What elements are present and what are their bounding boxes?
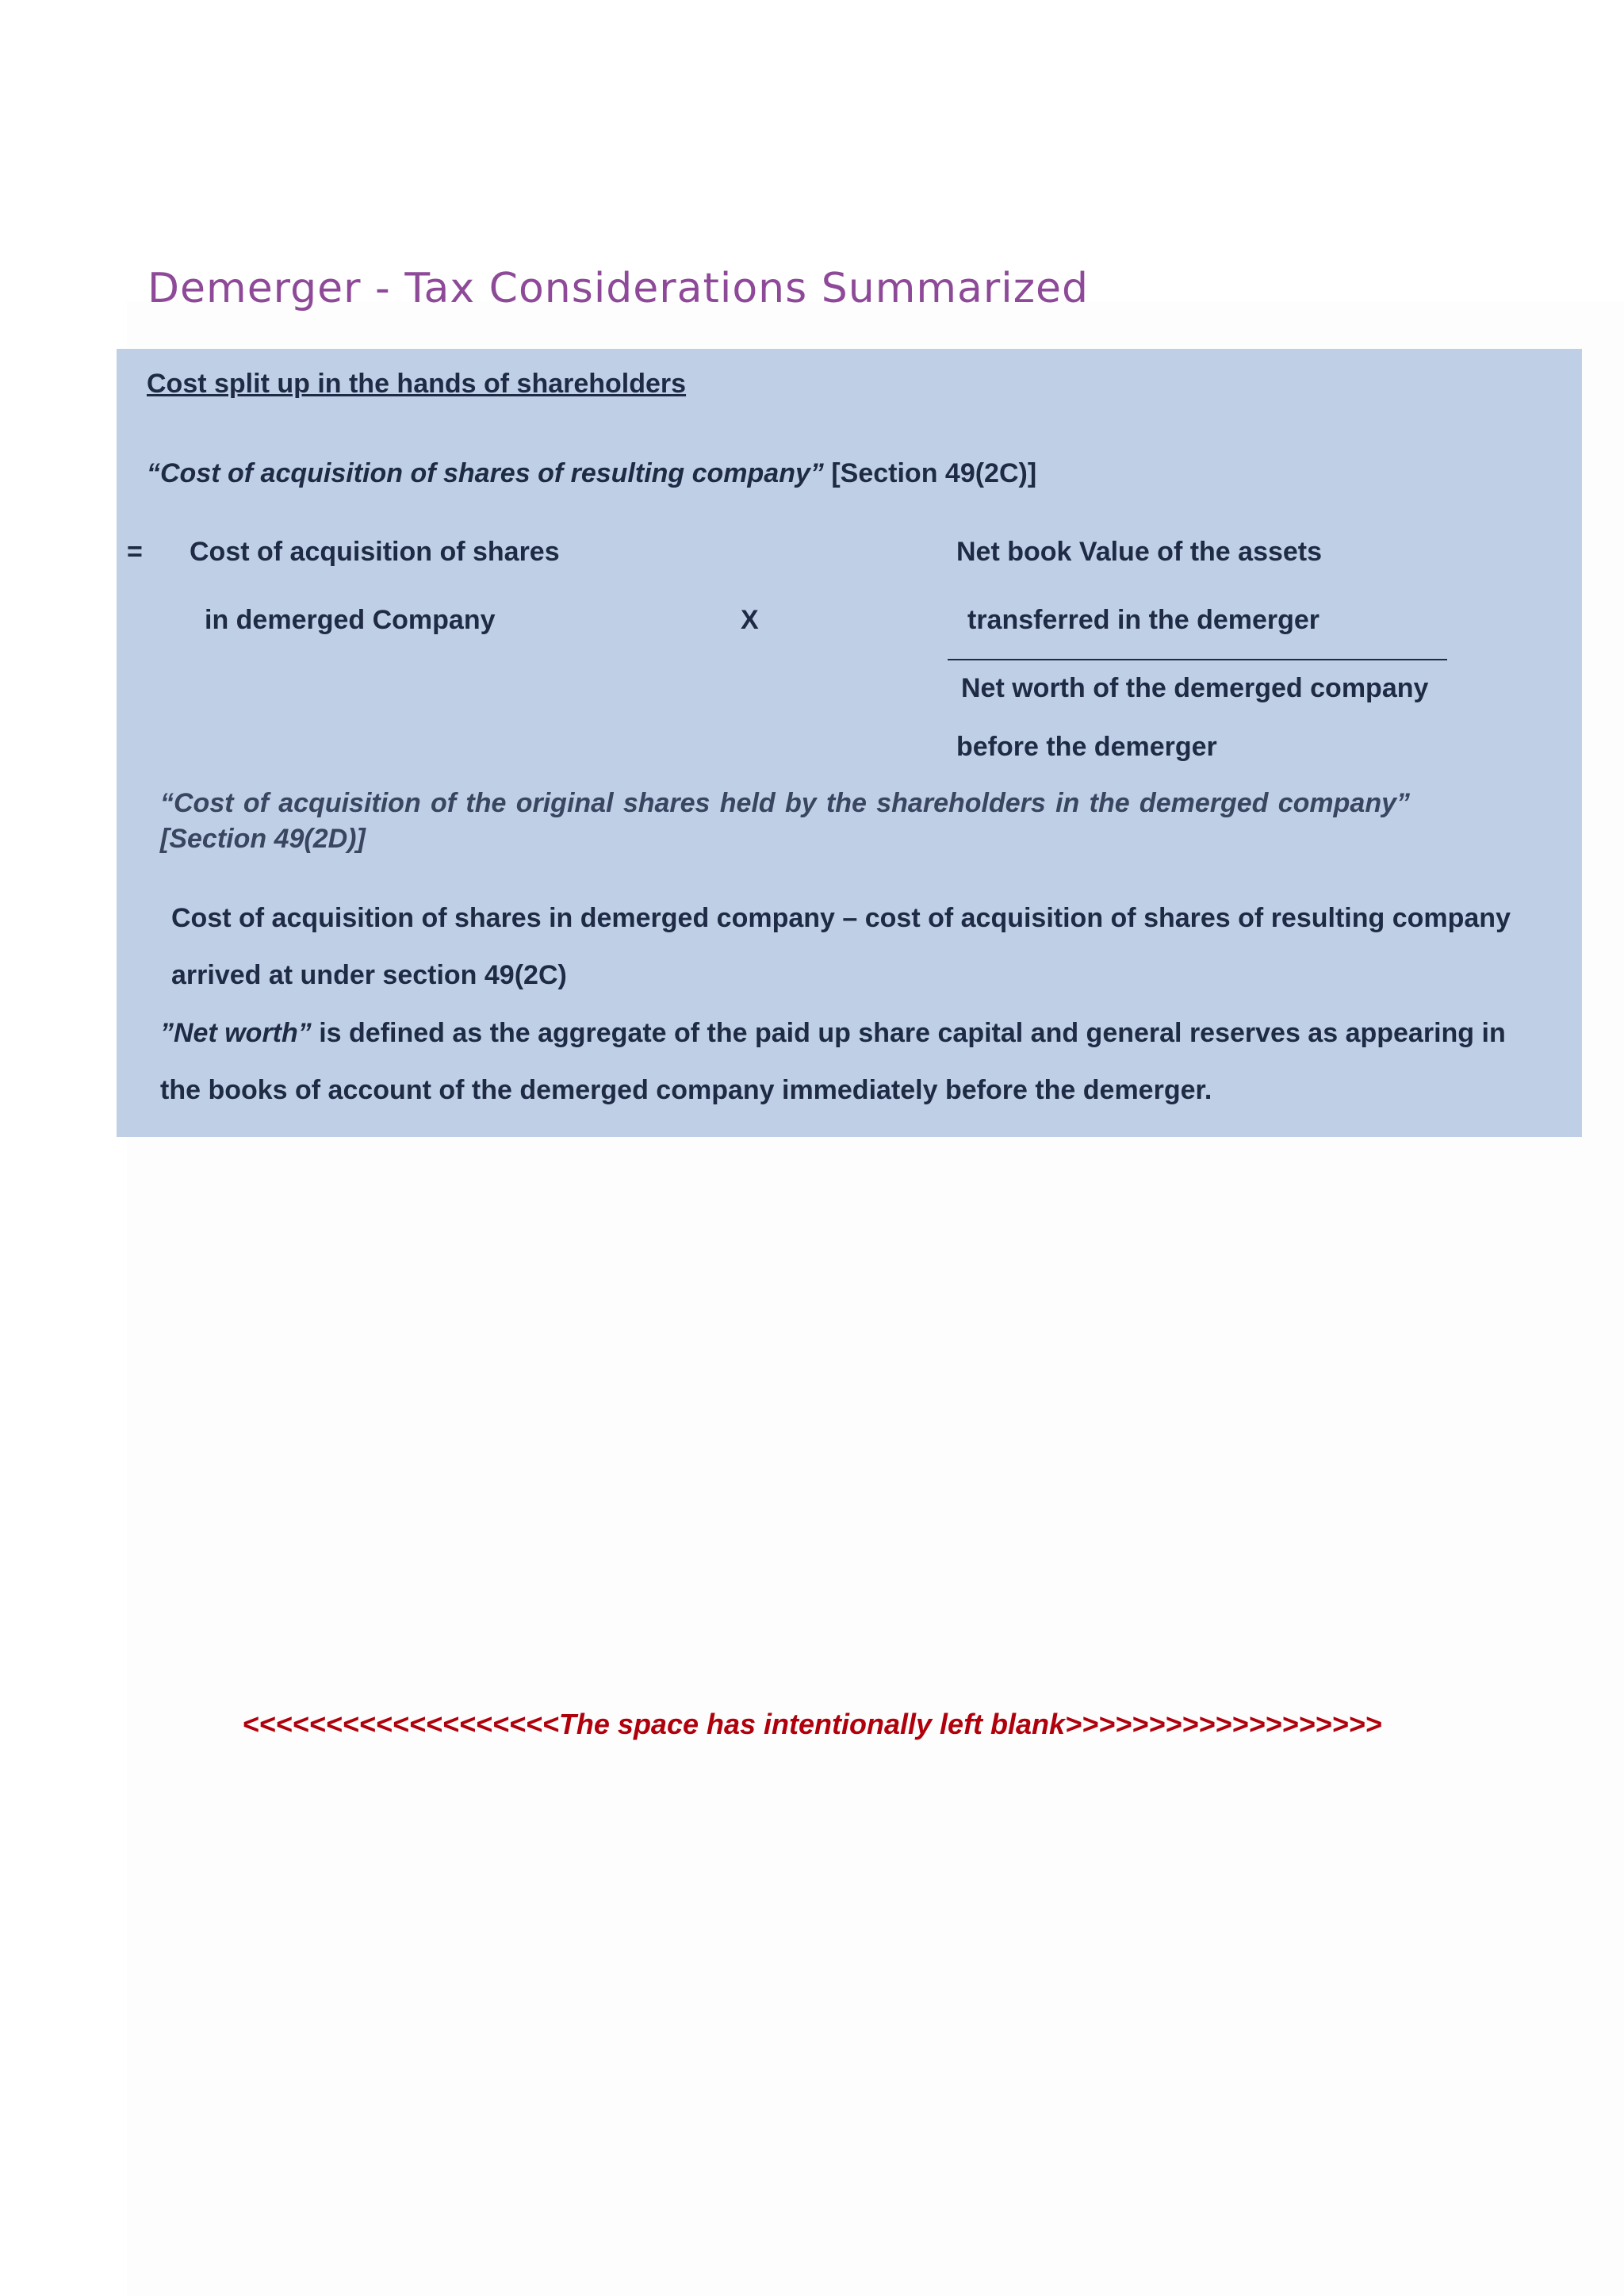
section-2d-formula-line2: arrived at under section 49(2C) [171, 960, 567, 990]
equals-sign: = [127, 537, 143, 567]
section-2d-formula-line1: Cost of acquisition of shares in demerged company – cost of acquisition of shares of resulting company [171, 903, 1511, 933]
ratio-denominator-line2: before the demerger [956, 732, 1217, 762]
multiply-sign: X [741, 605, 759, 635]
cost-term-line2: in demerged Company [205, 605, 496, 635]
section-2d-title: “Cost of acquisition of the original shares held by the shareholders in the demerged company” [160, 788, 1410, 818]
net-worth-definition-text: is defined as the aggregate of the paid up share capital and general reserves as appearing in [311, 1018, 1506, 1048]
formula-title [147, 456, 1036, 491]
intentionally-blank-note: <<<<<<<<<<<<<<<<<<<The space has intentionally left blank>>>>>>>>>>>>>>>>>>> [242, 1708, 1382, 1740]
fraction-line [948, 659, 1447, 660]
formula-title-reference: [Section 49(2C)] [823, 458, 1037, 488]
formula-title-quote: “Cost of acquisition of shares of resulting company” [147, 458, 824, 488]
ratio-numerator-line1: Net book Value of the assets [956, 537, 1323, 567]
section-2d-reference: [Section 49(2D)] [160, 824, 366, 854]
section-heading: Cost split up in the hands of shareholders [147, 369, 687, 399]
page-title: Demerger - Tax Considerations Summarized [147, 265, 1090, 312]
cost-term-line1: Cost of acquisition of shares [190, 537, 560, 567]
net-worth-definition-line2: the books of account of the demerged company immediately before the demerger. [160, 1075, 1212, 1105]
ratio-denominator-line1: Net worth of the demerged company [961, 673, 1429, 703]
net-worth-definition [160, 1016, 1506, 1050]
ratio-numerator-line2: transferred in the demerger [967, 605, 1320, 635]
net-worth-term: ”Net worth” [160, 1018, 312, 1048]
